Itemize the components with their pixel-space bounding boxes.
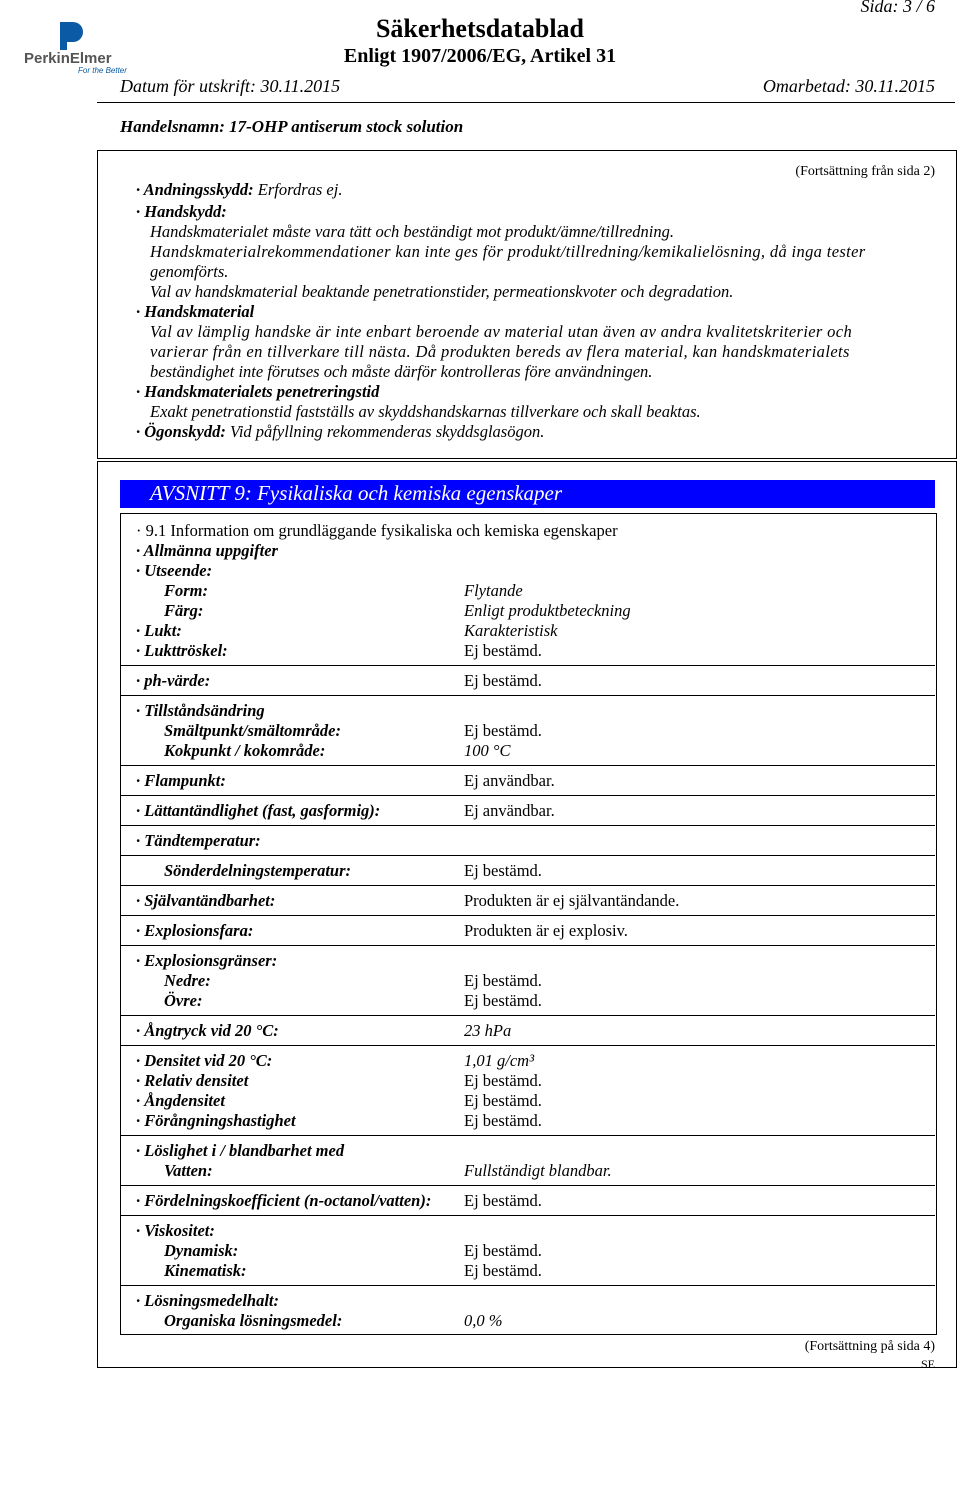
- odor-label: · Lukt:: [136, 621, 182, 640]
- table-divider: [120, 825, 935, 826]
- eye-value: Vid påfyllning rekommenderas skyddsglasögon.: [225, 422, 545, 441]
- water-label: Vatten:: [164, 1161, 213, 1180]
- color-value: Enligt produktbeteckning: [464, 601, 631, 620]
- penetration-time-label: · Handskmaterialets penetreringstid: [136, 382, 380, 401]
- evaporation-rate-value: Ej bestämd.: [464, 1111, 542, 1130]
- boiling-point-value: 100 °C: [464, 741, 511, 760]
- material-line-1: Val av lämplig handske är inte enbart beroende av material utan även av andra kvalitetskriterier och: [150, 322, 853, 341]
- table-divider: [120, 665, 935, 666]
- form-label: Form:: [164, 581, 209, 600]
- dynamic-viscosity-value: Ej bestämd.: [464, 1241, 542, 1260]
- table-divider: [120, 945, 935, 946]
- organic-solvents-label: Organiska lösningsmedel:: [164, 1311, 343, 1330]
- dynamic-viscosity-label: Dynamisk:: [164, 1241, 239, 1260]
- lower-limit-value: Ej bestämd.: [464, 971, 542, 990]
- melting-point-value: Ej bestämd.: [464, 721, 542, 740]
- document-subtitle: Enligt 1907/2006/EG, Artikel 31: [343, 45, 617, 67]
- document-title: Säkerhetsdatablad: [375, 14, 585, 43]
- vapor-density-value: Ej bestämd.: [464, 1091, 542, 1110]
- eye-label: · Ögonskydd:: [136, 422, 226, 441]
- section-title: AVSNITT 9: Fysikaliska och kemiska egenskaper: [150, 481, 563, 505]
- respiratory-protection: [136, 180, 342, 200]
- upper-limit-label: Övre:: [164, 991, 203, 1010]
- flammability-value: Ej användbar.: [464, 801, 555, 820]
- organic-solvents-value: 0,0 %: [464, 1311, 503, 1330]
- revision-date: Omarbetad: 30.11.2015: [762, 76, 935, 96]
- language-code: SE: [920, 1357, 935, 1371]
- partition-coefficient-label: · Fördelningskoefficient (n-octanol/vatten):: [136, 1191, 432, 1210]
- vapor-pressure-label: · Ångtryck vid 20 °C:: [136, 1021, 279, 1040]
- vapor-density-label: · Ångdensitet: [136, 1091, 225, 1110]
- table-divider: [120, 915, 935, 916]
- partition-coefficient-value: Ej bestämd.: [464, 1191, 542, 1210]
- solubility-label: · Löslighet i / blandbarhet med: [136, 1141, 345, 1160]
- trade-name: Handelsnamn: 17-OHP antiserum stock solution: [120, 117, 464, 136]
- page-number: Sida: 3 / 6: [860, 0, 935, 16]
- density-value: 1,01 g/cm³: [464, 1051, 535, 1070]
- table-divider: [120, 795, 935, 796]
- relative-density-label: · Relativ densitet: [136, 1071, 249, 1090]
- boiling-point-label: Kokpunkt / kokområde:: [164, 741, 326, 760]
- ignition-temp-label: · Tändtemperatur:: [136, 831, 261, 850]
- appearance-label: · Utseende:: [136, 561, 213, 580]
- table-divider: [120, 695, 935, 696]
- penetration-line-1: Exakt penetrationstid fastställs av skyddshandskarnas tillverkare och skall beaktas.: [150, 402, 701, 421]
- table-divider: [120, 1185, 935, 1186]
- odor-value: Karakteristisk: [464, 621, 558, 640]
- flammability-label: · Lättantändlighet (fast, gasformig):: [136, 801, 381, 820]
- state-change-label: · Tillståndsändring: [136, 701, 265, 720]
- self-ignition-label: · Självantändbarhet:: [136, 891, 276, 910]
- solvent-content-label: · Lösningsmedelhalt:: [136, 1291, 280, 1310]
- general-info: · Allmänna uppgifter: [136, 541, 278, 560]
- density-label: · Densitet vid 20 °C:: [136, 1051, 273, 1070]
- odor-threshold-value: Ej bestämd.: [464, 641, 542, 660]
- upper-limit-value: Ej bestämd.: [464, 991, 542, 1010]
- hand-line-4: Val av handskmaterial beaktande penetrationstider, permeationskvoter och degradation.: [150, 282, 734, 301]
- table-divider: [120, 765, 935, 766]
- table-divider: [120, 855, 935, 856]
- explosion-hazard-label: · Explosionsfara:: [136, 921, 254, 940]
- decomposition-temp-value: Ej bestämd.: [464, 861, 542, 880]
- header-divider: [97, 102, 955, 103]
- form-value: Flytande: [464, 581, 523, 600]
- glove-material-label: · Handskmaterial: [136, 302, 255, 321]
- decomposition-temp-label: Sönderdelningstemperatur:: [164, 861, 352, 880]
- table-divider: [120, 1045, 935, 1046]
- melting-point-label: Smältpunkt/smältområde:: [164, 721, 341, 740]
- hand-line-2: Handskmaterialrekommendationer kan inte ges för produkt/tillredning/kemikalielösning, då inga tester: [150, 242, 866, 261]
- self-ignition-value: Produkten är ej självantändande.: [464, 891, 680, 910]
- table-divider: [120, 885, 935, 886]
- table-divider: [120, 1285, 935, 1286]
- material-line-3: beständighet inte förutses och måste därför kontrolleras före användningen.: [150, 362, 653, 381]
- resp-label: · Andningsskydd:: [136, 180, 254, 199]
- kinematic-viscosity-value: Ej bestämd.: [464, 1261, 542, 1280]
- resp-value: Erfordras ej.: [253, 180, 343, 199]
- hand-protection-label: · Handskydd:: [136, 202, 227, 221]
- hand-line-1: Handskmaterialet måste vara tätt och beständigt mot produkt/ämne/tillredning.: [150, 222, 674, 241]
- evaporation-rate-label: · Förångningshastighet: [136, 1111, 296, 1130]
- logo-brand: PerkinElmer: [24, 50, 112, 67]
- lower-limit-label: Nedre:: [164, 971, 211, 990]
- hand-line-3: genomförts.: [150, 262, 229, 281]
- color-label: Färg:: [164, 601, 204, 620]
- continued-on: (Fortsättning på sida 4): [804, 1339, 935, 1354]
- table-divider: [120, 1215, 935, 1216]
- print-date: Datum för utskrift: 30.11.2015: [120, 76, 341, 96]
- table-divider: [120, 1015, 935, 1016]
- water-value: Fullständigt blandbar.: [464, 1161, 612, 1180]
- flash-point-value: Ej användbar.: [464, 771, 555, 790]
- properties-heading: · 9.1 Information om grundläggande fysikaliska och kemiska egenskaper: [136, 521, 618, 540]
- flash-point-label: · Flampunkt:: [136, 771, 226, 790]
- table-divider: [120, 1135, 935, 1136]
- explosion-limits-label: · Explosionsgränser:: [136, 951, 278, 970]
- vapor-pressure-value: 23 hPa: [464, 1021, 512, 1040]
- continued-from: (Fortsättning från sida 2): [795, 164, 935, 179]
- material-line-2: varierar från en tillverkare till nästa. Då produkten bereds av flera material, kan handskmaterialets: [150, 342, 850, 361]
- ph-value: Ej bestämd.: [464, 671, 542, 690]
- kinematic-viscosity-label: Kinematisk:: [164, 1261, 247, 1280]
- logo-tagline: For the Better: [78, 66, 127, 75]
- odor-threshold-label: · Lukttröskel:: [136, 641, 228, 660]
- viscosity-label: · Viskositet:: [136, 1221, 215, 1240]
- eye-protection: [136, 422, 544, 442]
- explosion-hazard-value: Produkten är ej explosiv.: [464, 921, 628, 940]
- ph-label: · ph-värde:: [136, 671, 211, 690]
- relative-density-value: Ej bestämd.: [464, 1071, 542, 1090]
